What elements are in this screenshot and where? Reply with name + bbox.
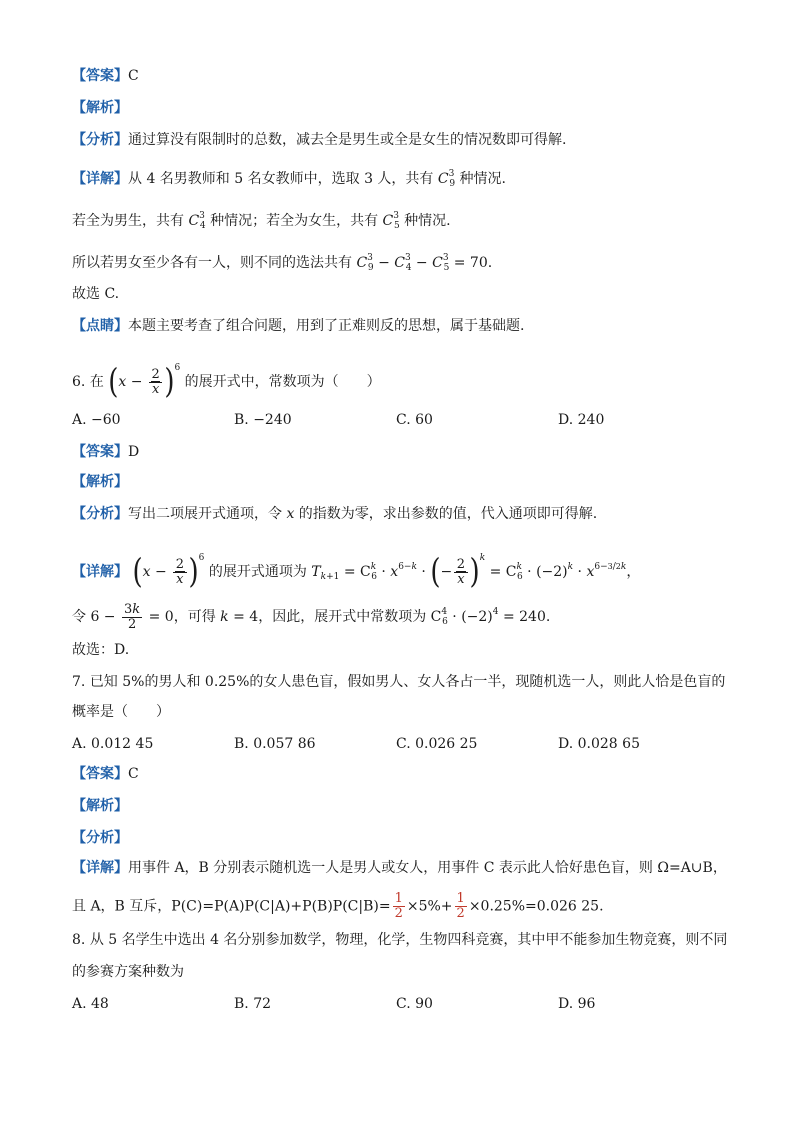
q5-detail-1: 【详解】从 4 名男教师和 5 名女教师中，选取 3 人，共有 $C^3_9$ 种情况. bbox=[72, 169, 506, 189]
q6-stem: 6. 在 (x − $\frac{2}{x}$ )$^6$ 的展开式中，常数项为（ ） bbox=[72, 362, 381, 402]
q6-analysis-label: 【解析】 bbox=[72, 474, 128, 490]
q6-option-c: C. 60 bbox=[396, 412, 433, 428]
q8-stem-2: 的参赛方案种数为 bbox=[72, 964, 184, 980]
q8-stem-1: 8. 从 5 名学生中选出 4 名分别参加数学，物理，化学，生物四科竞赛，其中甲不能参加生物竞赛，则不同 bbox=[72, 932, 728, 948]
q6-option-b: B. −240 bbox=[234, 412, 292, 428]
q6-option-d: D. 240 bbox=[558, 412, 605, 428]
q7-detail-1: 【详解】用事件 A，B 分别表示随机选一人是男人或女人，用事件 C 表示此人恰好患色盲，则 Ω=A∪B， bbox=[72, 860, 727, 876]
q7-option-d: D. 0.028 65 bbox=[558, 736, 640, 752]
q5-analysis-label: 【解析】 bbox=[72, 100, 128, 116]
q7-stem-2: 概率是（ ） bbox=[72, 704, 170, 720]
q7-option-a: A. 0.012 45 bbox=[72, 736, 154, 752]
q6-detail-2: 令 6 − $\frac{3k}{2}$ = 0，可得 k = 4，因此，展开式中常数项为 $C^4_6 \cdot (-2)^4 = 240$. bbox=[72, 601, 551, 632]
q8-option-a: A. 48 bbox=[72, 996, 109, 1012]
q5-remark: 【点睛】本题主要考查了组合问题，用到了正难则反的思想，属于基础题. bbox=[72, 318, 525, 334]
q5-detail-3: 所以若男女至少各有一人，则不同的选法共有 $C^3_9 - C^3_4 - C^3_5 = 70$. bbox=[72, 253, 493, 273]
q5-choose: 故选 C. bbox=[72, 286, 120, 302]
q7-option-b: B. 0.057 86 bbox=[234, 736, 316, 752]
q6-choose: 故选：D. bbox=[72, 642, 130, 658]
q7-detail-2: 且 A，B 互斥，P(C)=P(A)P(C|A)+P(B)P(C|B)= $\frac{1}{2}$ ×5%+ $\frac{1}{2}$ ×0.25%=0.026 25. bbox=[72, 891, 604, 921]
q6-fenxi: 【分析】写出二项展开式通项，令 x 的指数为零，求出参数的值，代入通项即可得解. bbox=[72, 506, 598, 522]
q5-fenxi: 【分析】通过算没有限制时的总数，减去全是男生或全是女生的情况数即可得解. bbox=[72, 132, 567, 148]
q5-answer: 【答案】C bbox=[72, 68, 139, 84]
q8-option-d: D. 96 bbox=[558, 996, 596, 1012]
q6-option-a: A. −60 bbox=[72, 412, 121, 428]
q8-option-c: C. 90 bbox=[396, 996, 433, 1012]
q7-answer: 【答案】C bbox=[72, 766, 139, 782]
q7-analysis-label: 【解析】 bbox=[72, 798, 128, 814]
q7-fenxi: 【分析】 bbox=[72, 830, 128, 846]
q7-option-c: C. 0.026 25 bbox=[396, 736, 478, 752]
q8-option-b: B. 72 bbox=[234, 996, 272, 1012]
q7-stem-1: 7. 已知 5%的男人和 0.25%的女人患色盲，假如男人、女人各占一半，现随机选一人，则此人恰是色盲的 bbox=[72, 674, 726, 690]
q6-answer: 【答案】D bbox=[72, 444, 140, 460]
q5-detail-2: 若全为男生，共有 $C^3_4$ 种情况；若全为女生，共有 $C^3_5$ 种情况. bbox=[72, 211, 451, 231]
q6-detail-1: 【详解】 (x − $\frac{2}{x}$ )$^6$ 的展开式通项为 $T_{k+1} = C^k_6 \cdot x^{6-k}$ · (− $\frac{2}{x}$ )$^k = C^k_6 \cdot (-2)^k \cdot x^{6-3/2k}$， bbox=[72, 552, 641, 592]
